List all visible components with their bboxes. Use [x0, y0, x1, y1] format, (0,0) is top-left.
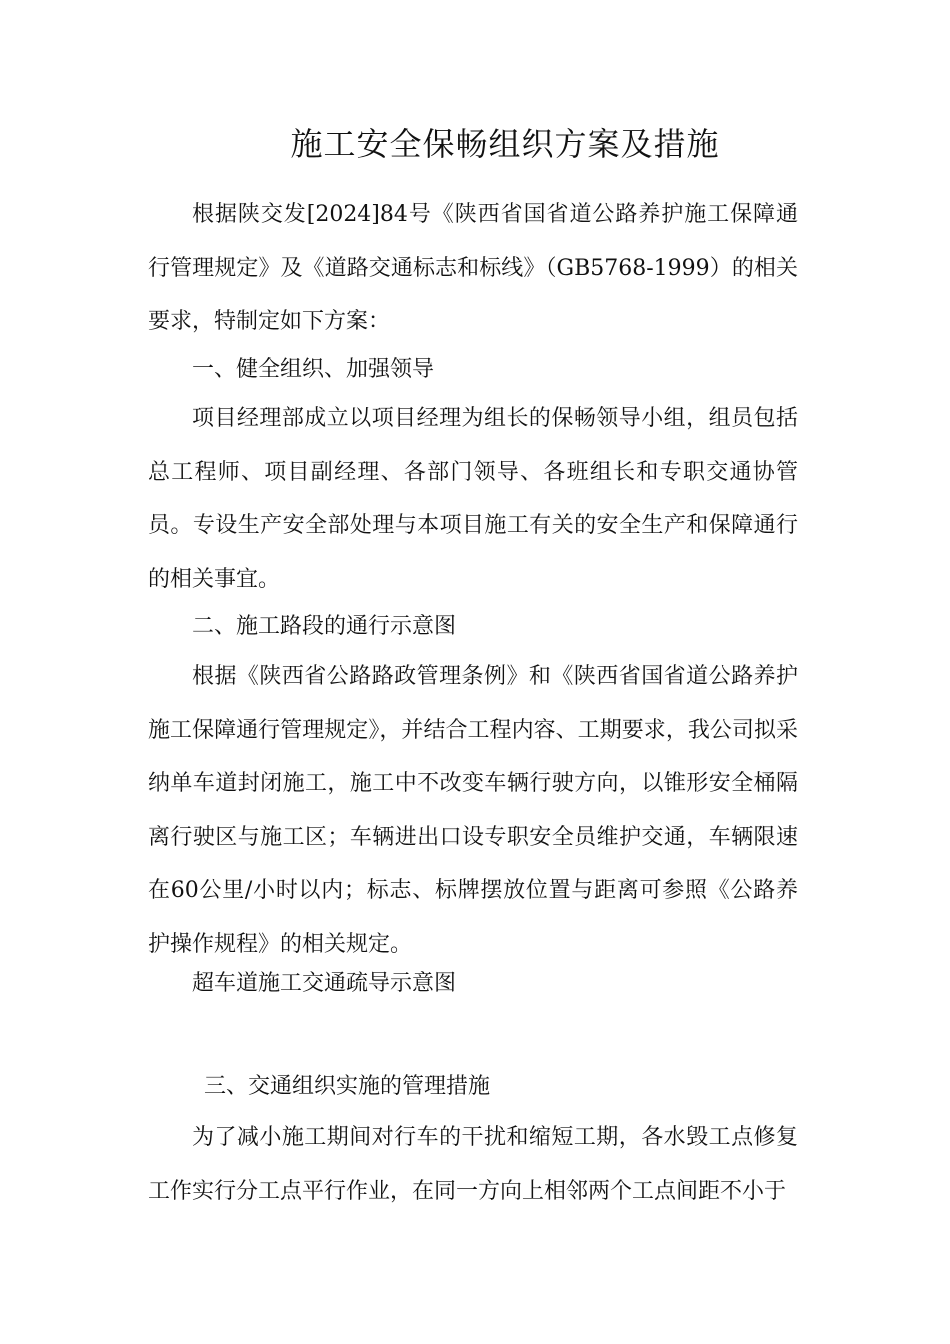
- section3-heading: 三、交通组织实施的管理措施: [204, 1074, 491, 1099]
- section3-body-block: [148, 1111, 798, 1218]
- section1-body-block: [148, 392, 798, 606]
- section2-paragraph: 根据《陕西省公路路政管理条例》和《陕西省国省道公路养护施工保障通行管理规定》，并结合工程内容、工期要求，我公司拟采纳单车道封闭施工，施工中不改变车辆行驶方向，以锥形安全桶隔离行驶区与施工区；车辆进出口设专职安全员维护交通，车辆限速在60公里/小时以内；标志、标牌摆放位置与距离可参照《公路养护操作规程》的相关规定。: [148, 664, 798, 957]
- section2-heading: 二、施工路段的通行示意图: [192, 614, 457, 639]
- document-title: 施工安全保畅组织方案及措施: [290, 125, 720, 163]
- intro-paragraph: 根据陕交发[2024]84号《陕西省国省道公路养护施工保障通行管理规定》及《道路交通标志和标线》（GB5768-1999）的相关要求，特制定如下方案：: [148, 202, 798, 334]
- intro-paragraph-block: [148, 188, 798, 349]
- section3-paragraph: 为了减小施工期间对行车的干扰和缩短工期，各水毁工点修复工作实行分工点平行作业，在同一方向上相邻两个工点间距不小于: [148, 1125, 798, 1204]
- section1-heading: 一、健全组织、加强领导: [192, 357, 435, 382]
- figure-caption: 超车道施工交通疏导示意图: [192, 971, 457, 996]
- section1-paragraph: 项目经理部成立以项目经理为组长的保畅领导小组，组员包括总工程师、项目副经理、各部门领导、各班组长和专职交通协管员。专设生产安全部处理与本项目施工有关的安全生产和保障通行的相关事宜。: [148, 406, 798, 592]
- section2-body-block: [148, 650, 798, 971]
